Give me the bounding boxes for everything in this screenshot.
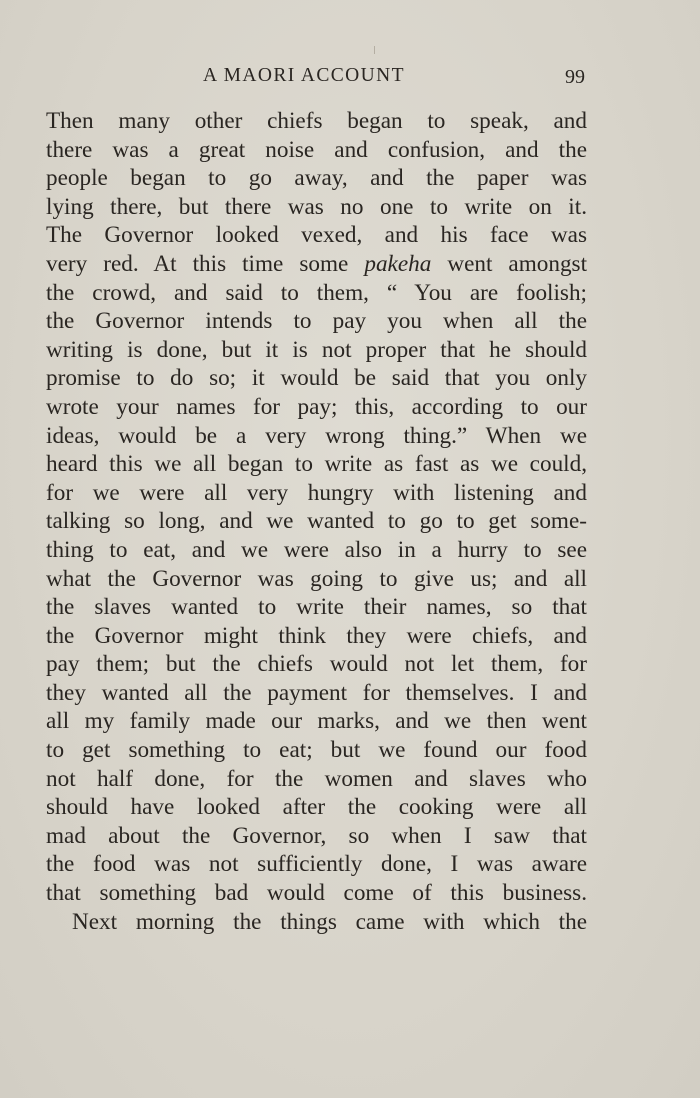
running-title: A MAORI ACCOUNT <box>203 65 405 86</box>
text-line: the Governor might think they were chiefs, and <box>46 622 587 649</box>
text-segment: went amongst <box>431 250 588 277</box>
body-text <box>46 107 587 936</box>
text-line: thing to eat, and we were also in a hurry to see <box>46 536 587 563</box>
text-line: they wanted all the payment for themselves. I and <box>46 679 587 706</box>
text-line: the Governor intends to pay you when all the <box>46 308 587 335</box>
text-line: not half done, for the women and slaves who <box>46 765 587 792</box>
text-line: talking so long, and we wanted to go to get some- <box>46 508 587 535</box>
text-line: heard this we all began to write as fast as we could, <box>46 451 587 478</box>
text-line: Next morning the things came with which the <box>72 908 587 935</box>
text-line: wrote your names for pay; this, according to our <box>46 393 587 420</box>
text-line: there was a great noise and confusion, and the <box>46 136 587 163</box>
text-line: Then many other chiefs began to speak, and <box>46 108 587 134</box>
text-line: mad about the Governor, so when I saw that <box>46 822 587 849</box>
text-line: for we were all very hungry with listening and <box>46 479 587 506</box>
text-line: writing is done, but it is not proper that he should <box>46 336 587 363</box>
text-line: people began to go away, and the paper was <box>46 165 587 192</box>
page-number: 99 <box>565 66 585 88</box>
text-line: should have looked after the cooking were all <box>46 794 587 821</box>
text-line: the crowd, and said to them, “ You are foolish; <box>46 279 587 306</box>
text-line: all my family made our marks, and we then went <box>46 708 587 735</box>
gutter-mark <box>374 46 375 54</box>
text-line: that something bad would come of this business. <box>46 880 587 907</box>
running-head <box>0 64 700 92</box>
text-segment: very red. At this time some <box>46 250 349 277</box>
text-line: promise to do so; it would be said that you only <box>46 365 587 392</box>
text-line: lying there, but there was no one to write on it. <box>46 193 587 220</box>
text-line-with-italic <box>46 250 587 279</box>
text-line: what the Governor was going to give us; and all <box>46 565 587 592</box>
text-line: the food was not sufficiently done, I was aware <box>46 851 587 878</box>
text-line: ideas, would be a very wrong thing.” When we <box>46 422 587 449</box>
text-line: to get something to eat; but we found our food <box>46 737 587 764</box>
italic-word: pakeha <box>364 250 432 277</box>
text-line: pay them; but the chiefs would not let them, for <box>46 651 587 678</box>
text-line: the slaves wanted to write their names, so that <box>46 594 587 621</box>
text-line: The Governor looked vexed, and his face was <box>46 222 587 249</box>
